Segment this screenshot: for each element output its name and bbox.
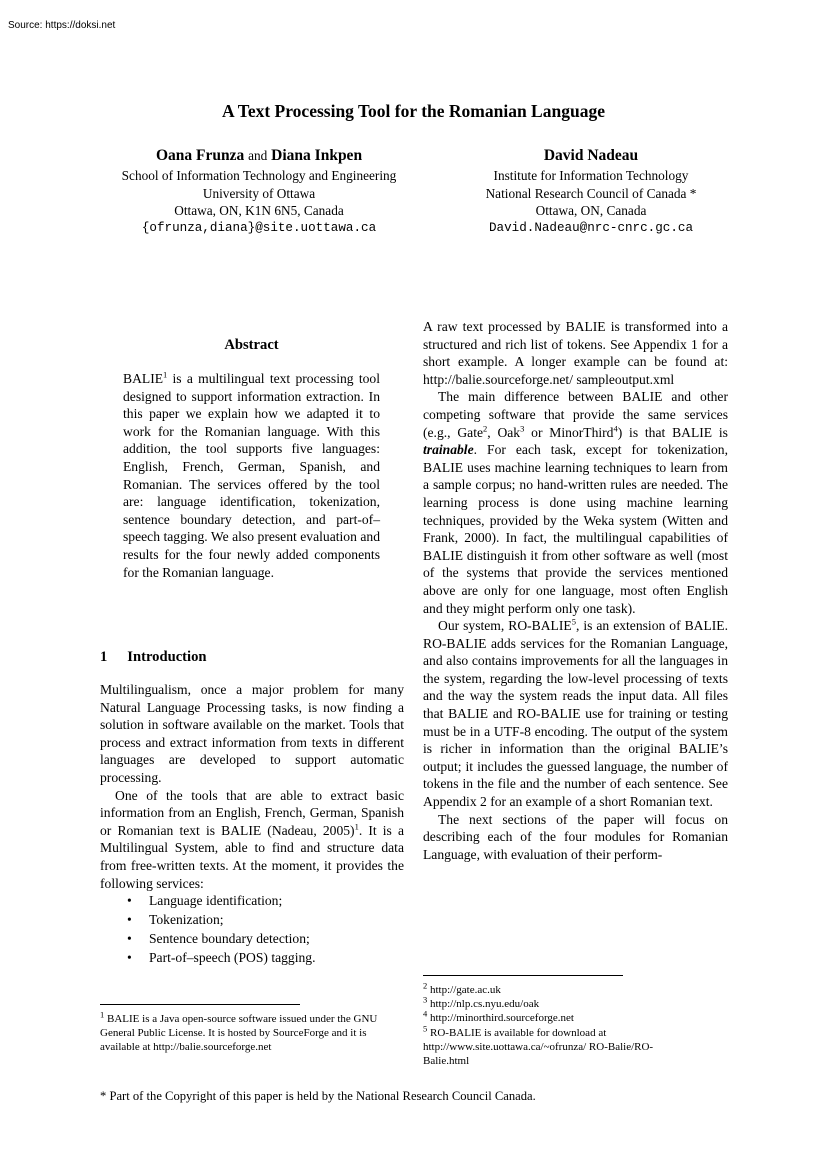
affiliation-line: National Research Council of Canada * [485,185,697,201]
abstract-text: BALIE$^1$ is a multilingual text processing tool designed to support information extraction. In this paper we explain how we adapted it to work for the Romanian language. With this addition, the tool supports five languages: English, French, German, Spanish, and Romanian. The services offered by the tool are: language identification, tokenization, sentence boundary detection, and part-of–speech tagging. We also present evaluation and results for the four newly added components for the Romanian language. [123,369,380,580]
author-email: {ofrunza,diana}@site.uottawa.ca [141,220,377,235]
affiliation-line: Institute for Information Technology [493,168,689,183]
footnote-ref: 1 [163,369,168,380]
authors-left [96,145,422,237]
footnote: $^3$ http://nlp.cs.nyu.edu/oak [423,994,540,1011]
abstract-heading: Abstract [224,337,279,353]
copyright-note: * Part of the Copyright of this paper is held by the National Research Council Canada. [100,1089,536,1103]
list-item: • Sentence boundary detection; [100,930,404,949]
footnote-ref: 3 [520,423,525,434]
footnote-left [100,1009,404,1055]
footnote: $^2$ http://gate.ac.uk [423,980,501,996]
list-item: • Part-of–speech (POS) tagging. [100,949,404,968]
affiliation-line: School of Information Technology and Engineering [121,168,397,183]
footnote-rule [100,1004,300,1005]
author-name: Oana Frunza [155,147,245,164]
section-number: 1 [100,649,108,665]
section-heading-introduction [100,649,207,666]
footnote: $^4$ http://minorthird.sourceforge.net [423,1008,574,1025]
footnote-ref: 2 [483,423,488,434]
body-paragraph: The next sections of the paper will focus on describing each of the four modules for Romanian Language, with evaluation of their perform- [423,811,728,862]
author-and: and [248,148,268,163]
right-column-body [423,318,728,863]
author-email: David.Nadeau@nrc-cnrc.gc.ca [488,220,694,235]
footnote-ref: 5 [571,616,576,627]
author-names [96,145,422,167]
footnote-ref: 1 [354,821,359,832]
abstract-body [123,370,380,581]
list-item: • Language identification; [100,892,404,911]
paper-title: A Text Processing Tool for the Romanian Language [222,101,605,121]
services-list [100,892,404,967]
address-line: Ottawa, ON, K1N 6N5, Canada [174,203,344,218]
footnote-ref: 4 [613,423,618,434]
authors-right [455,145,727,237]
intro-paragraph: Multilingualism, once a major problem for many Natural Language Processing tasks, is now finding a solution in software available on the market. Tools that process and extract information from texts in different languages are developed to support automatic processing. [100,682,404,785]
list-item: • Tokenization; [100,911,404,930]
affiliation-line: University of Ottawa [202,185,316,201]
author-name: David Nadeau [543,147,639,164]
intro-body [100,681,404,967]
intro-paragraph: One of the tools that are able to extract basic information from an English, French, German, Spanish or Romanian text is BALIE (Nadeau, 2005)$^1$. It is a Multilingual System, able to find and structure data from free-written texts. At the moment, it provides the following services: [100,787,405,891]
emphasis-trainable: trainable [423,442,474,458]
source-label: Source: https://doksi.net [8,20,116,31]
body-paragraph: The main difference between BALIE and other competing software that provide the same services (e.g., Gate$^2$, Oak$^3$ or MinorThird$^4$) is that BALIE is trainable. For each task, except for tokenization, BALIE uses machine learning techniques to learn from a sample corpus; no hand-written rules are needed. The learning process is done using machine learning techniques, provided by the Weka system (Witten and Frank, 2000). In fact, the multilingual capabilities of BALIE distinguish it from other software as well (most of the systems that provide the services mentioned above are only for one language, most often English and they might perform only one task). [423,389,728,616]
section-title: Introduction [127,649,207,665]
footnote-rule [423,975,623,976]
footnotes-right [423,980,695,1068]
body-paragraph: Our system, RO-BALIE$^5$, is an extension of BALIE. RO-BALIE adds services for the Romanian Language, and also contains improvements for all the languages in the system, regarding the low-level processing of texts and the way the system reads the input data. All files that BALIE and RO-BALIE use for training or testing must be in a UTF-8 encoding. The output of the system is richer in information than the original BALIE’s output; it includes the guessed language, the number of tokens in the file and the number of each sentence. See Appendix 2 for an example of a short Romanian text. [423,616,728,810]
author-name: Diana Inkpen [271,147,363,164]
footnote: $^5$ RO-BALIE is available for download at http://www.site.uottawa.ca/~ofrunza/ RO-Balie/RO-Balie.html [423,1022,654,1068]
footnote: $^1$ BALIE is a Java open-source software issued under the GNU General Public License. It is hosted by SourceForge and it is available at http://balie.sourceforge.net [100,1009,378,1054]
address-line: Ottawa, ON, Canada [535,203,647,218]
body-paragraph: A raw text processed by BALIE is transformed into a structured and rich list of tokens. See Appendix 1 for a short example. A longer example can be found at: http://balie.sourceforge.net/ sampleoutput.xml [423,319,728,387]
